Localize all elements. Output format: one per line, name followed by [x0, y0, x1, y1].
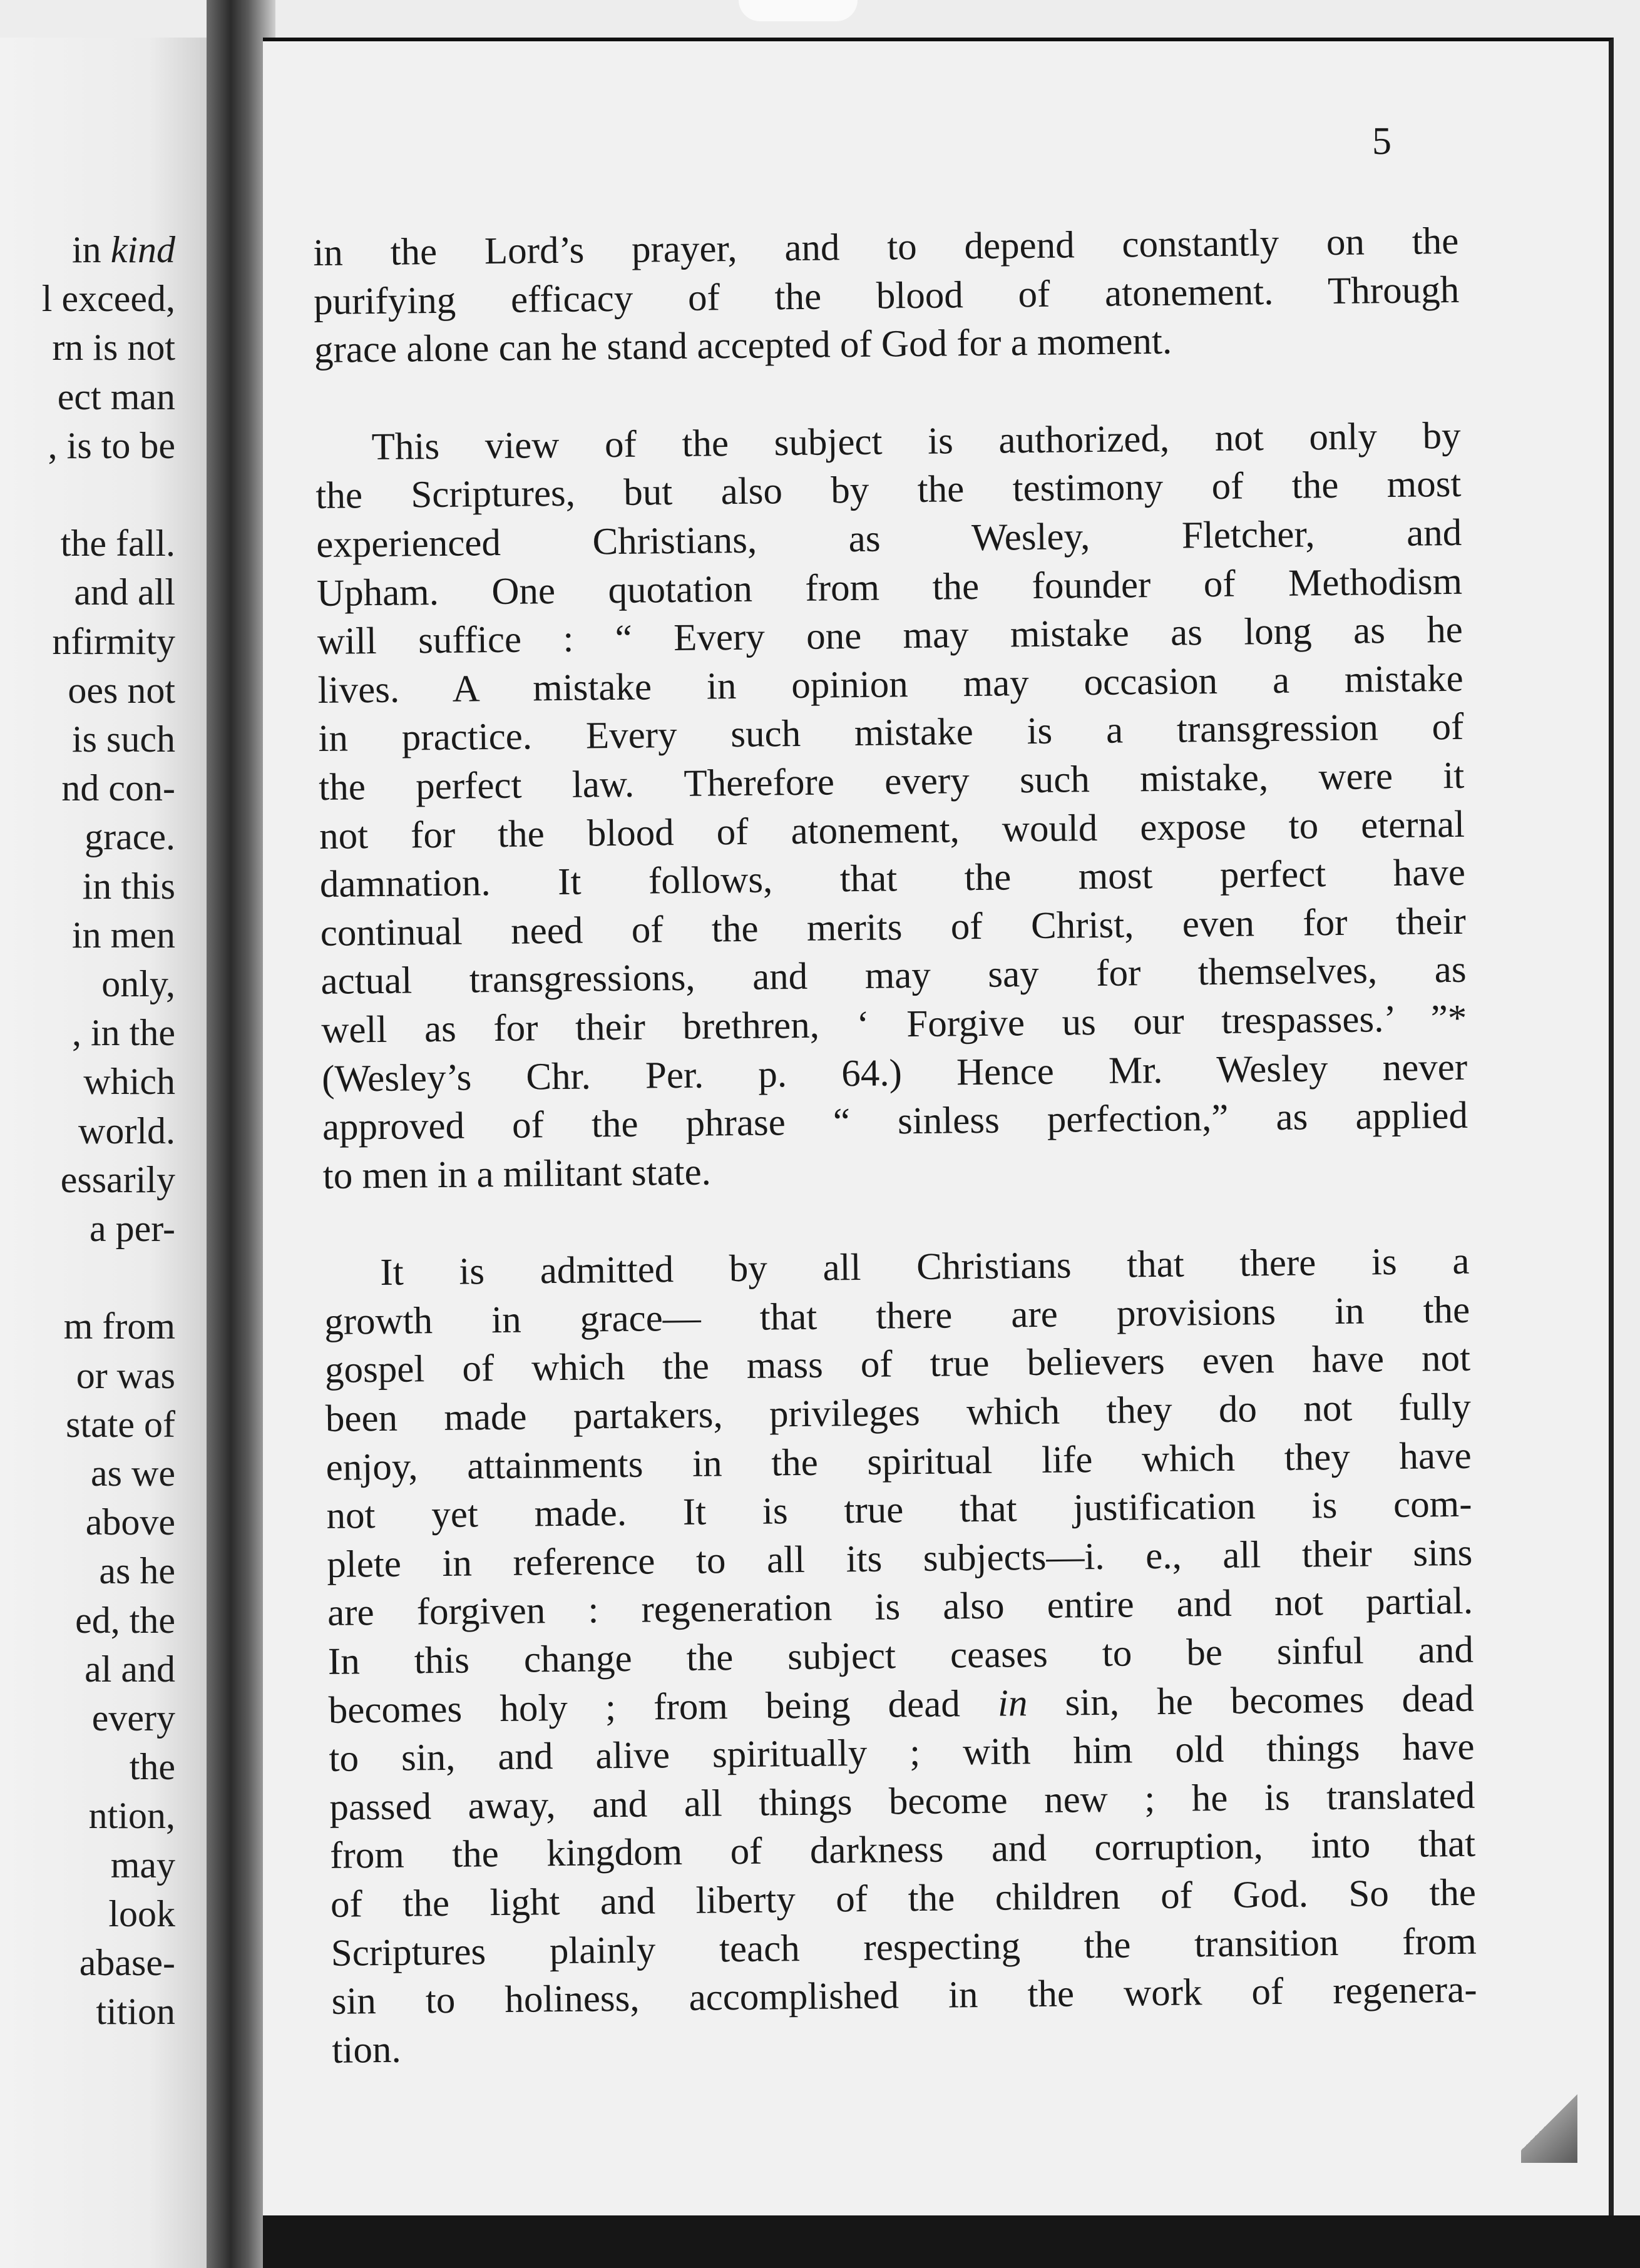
text-line: becomes holy ; from being dead in sin, he becomes dead [328, 1677, 1475, 1732]
left-page-blank-line [42, 1253, 175, 1302]
text-line: damnation. It follows, that the most perfect have [319, 851, 1466, 906]
left-page-line: nd con- [61, 767, 175, 809]
left-page-line: above [85, 1501, 175, 1543]
left-page-line: the fall. [60, 523, 175, 564]
left-page-line: world. [78, 1110, 175, 1152]
left-page-line: is such [72, 718, 175, 760]
text-line: will suffice : “ Every one may mistake as long as he [317, 608, 1463, 663]
left-page-line: which [83, 1061, 175, 1103]
text-line: not yet made. It is true that justification is com- [326, 1483, 1472, 1538]
text-line: It is admitted by all Christians that there is a [380, 1240, 1470, 1294]
left-page-line: in this [82, 865, 175, 907]
right-page [263, 38, 1614, 2219]
left-page-line: the [129, 1746, 175, 1788]
left-page-line: ed, the [75, 1599, 175, 1641]
top-blot [739, 0, 858, 21]
text-line: continual need of the merits of Christ, even for their [320, 900, 1467, 954]
page-number: 5 [1372, 120, 1391, 163]
scan-bottom-edge [263, 2215, 1640, 2268]
text-line: gospel of which the mass of true believers even have not [324, 1337, 1471, 1392]
text-line: the Scriptures, but also by the testimony of the most [315, 463, 1462, 518]
left-page-line: , in the [72, 1012, 175, 1054]
text-line: the perfect law. Therefore every such mistake, were it [318, 754, 1465, 809]
left-page-line: and all [74, 571, 175, 613]
left-page-line: oes not [68, 669, 175, 711]
text-line: lives. A mistake in opinion may occasion a mistake [317, 657, 1463, 712]
left-page-line: tition [96, 1991, 175, 2033]
body-text [313, 217, 1478, 2075]
paragraph [313, 217, 1460, 375]
text-line: tion. [332, 2028, 401, 2071]
page-corner-curl [1521, 2082, 1577, 2163]
left-page-blank-line [42, 470, 175, 519]
text-line: This view of the subject is authorized, not only by [371, 414, 1461, 468]
text-line: in the Lord’s prayer, and to depend constantly on the [313, 220, 1459, 274]
left-page-line: state of [66, 1403, 175, 1445]
text-line: to men in a militant state. [322, 1151, 712, 1197]
left-page-line: a per- [89, 1208, 175, 1250]
left-page-line: al and [85, 1648, 175, 1690]
left-page-line: ect man [57, 375, 175, 417]
left-page-line: l exceed, [41, 278, 175, 320]
text-line: are forgiven : regeneration is also entire and not partial. [327, 1580, 1473, 1635]
text-line: sin to holiness, accomplished in the work of regenera- [331, 1968, 1477, 2023]
text-line: Scriptures plainly teach respecting the transition from [331, 1920, 1477, 1974]
left-page-line: in men [72, 914, 175, 956]
left-page-line: may [110, 1844, 175, 1886]
text-line: been made partakers, privileges which they do not fully [325, 1386, 1472, 1440]
text-line: in practice. Every such mistake is a transgression of [318, 706, 1464, 760]
text-line: (Wesley’s Chr. Per. p. 64.) Hence Mr. Wesley never [321, 1046, 1468, 1100]
left-page-line: every [91, 1697, 175, 1739]
left-page-line: as we [91, 1453, 175, 1494]
text-line: well as for their brethren, ‘ Forgive us our trespasses.’ ”* [321, 997, 1467, 1051]
text-line: to sin, and alive spiritually ; with him old things have [329, 1725, 1475, 1780]
text-line: not for the blood of atonement, would expose to eternal [319, 803, 1465, 857]
text-line: grace alone can he stand accepted of God for a moment. [314, 320, 1172, 372]
text-line: actual transgressions, and may say for themselves, as [320, 949, 1467, 1003]
text-line: In this change the subject ceases to be sinful and [327, 1628, 1474, 1683]
left-page-line: nfirmity [52, 620, 175, 662]
left-page-line: rn is not [52, 327, 175, 369]
text-line: approved of the phrase “ sinless perfection,” as applied [322, 1094, 1468, 1149]
left-page-line: essarily [60, 1158, 175, 1200]
text-line: purifying efficacy of the blood of atonement. Through [313, 268, 1460, 323]
text-line: growth in grace— that there are provisions in the [324, 1289, 1470, 1343]
text-line: plete in reference to all its subjects—i. e., all their sins [326, 1531, 1473, 1586]
text-line: passed away, and all things become new ; he is translated [329, 1774, 1475, 1829]
left-page-line: only, [101, 963, 175, 1005]
left-page-line: in kind [72, 229, 175, 270]
text-line: of the light and liberty of the children of God. So the [330, 1871, 1477, 1926]
text-line: Upham. One quotation from the founder of Methodism [316, 560, 1463, 615]
left-page-line: grace. [85, 816, 175, 858]
text-line: experienced Christians, as Wesley, Fletcher, and [315, 511, 1462, 566]
left-page-line: m from [63, 1305, 175, 1347]
left-page-line: abase- [79, 1942, 175, 1984]
left-page-line: ntion, [88, 1795, 175, 1837]
left-page-line: or was [76, 1354, 175, 1396]
text-line: from the kingdom of darkness and corruption, into that [329, 1823, 1476, 1877]
text-line: enjoy, attainments in the spiritual life which they have [325, 1434, 1472, 1489]
left-page-line: as he [99, 1550, 175, 1592]
left-page-text [42, 225, 175, 2036]
paragraph [315, 412, 1468, 1201]
left-page-line: , is to be [48, 424, 175, 466]
left-page [0, 38, 213, 2268]
paragraph [324, 1237, 1478, 2075]
left-page-line: look [108, 1893, 175, 1934]
